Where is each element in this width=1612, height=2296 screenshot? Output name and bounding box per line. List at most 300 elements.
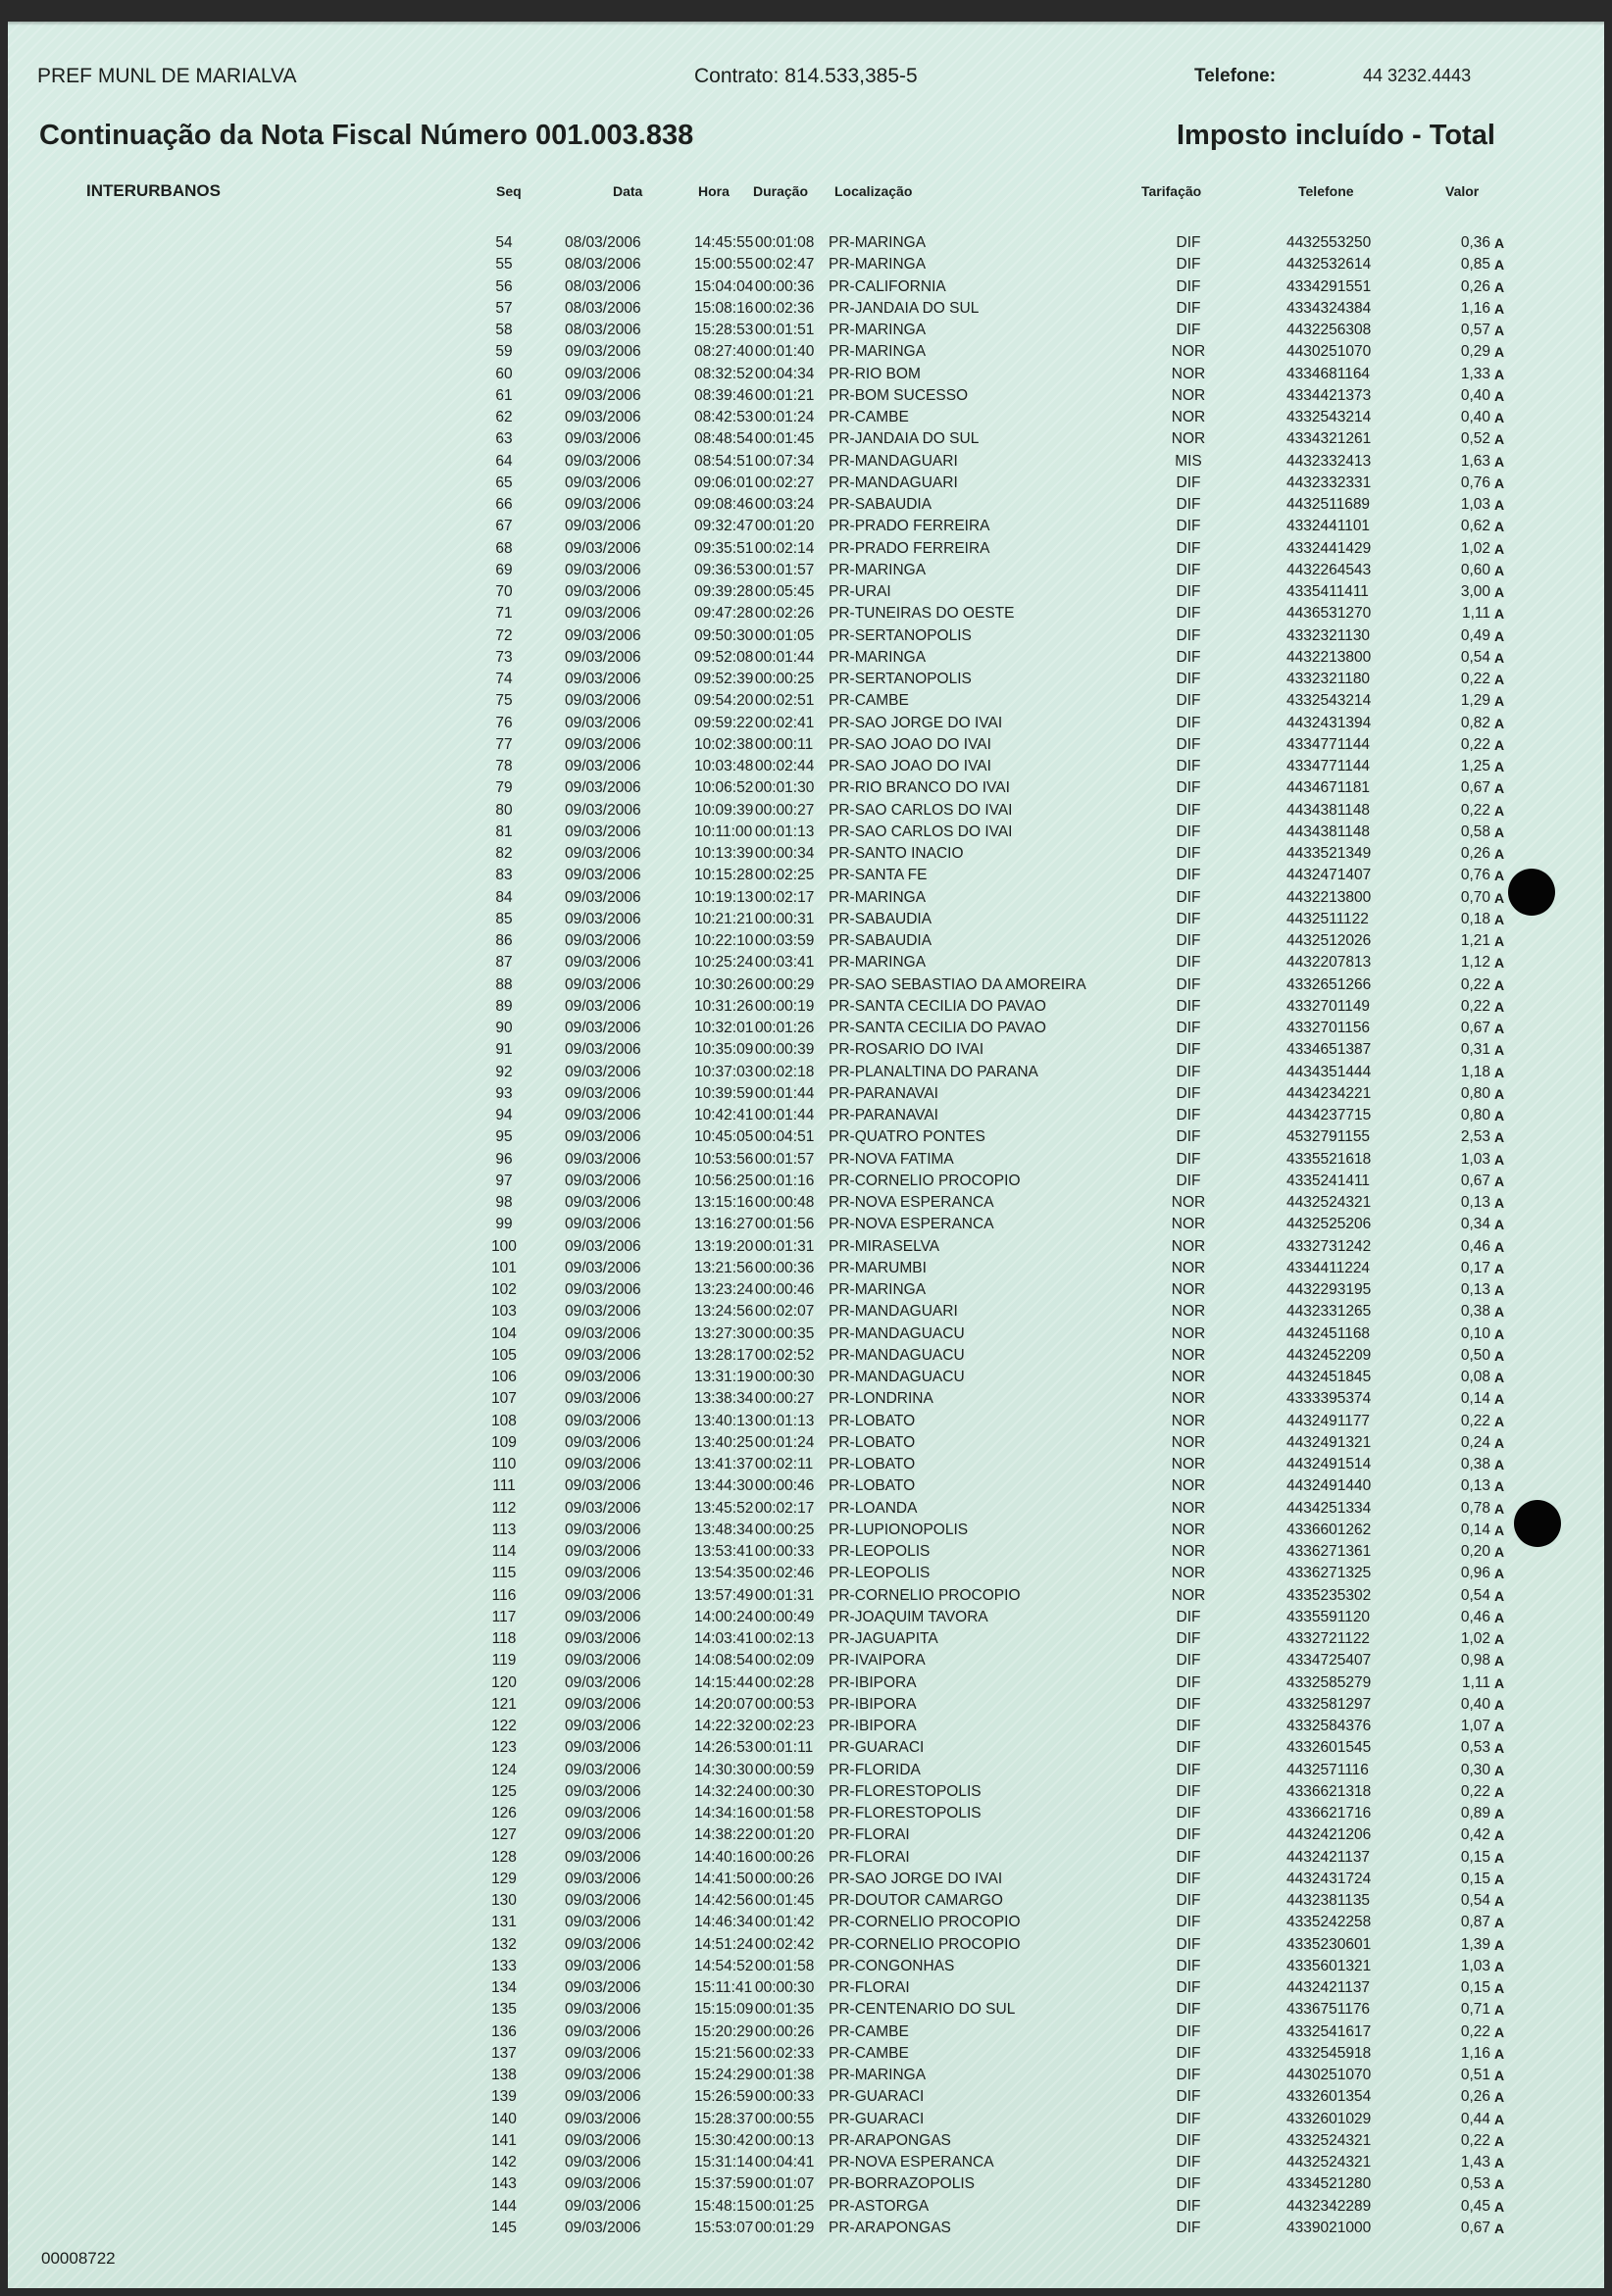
cell-value: 0,85 <box>1460 256 1490 274</box>
cell-time: 10:35:09 <box>694 1041 754 1059</box>
cell-duration: 00:02:33 <box>755 2044 815 2062</box>
table-row <box>8 647 1604 669</box>
cell-date: 09/03/2006 <box>565 1107 641 1123</box>
cell-tax-flag: A <box>1494 2220 1505 2236</box>
table-row <box>8 1541 1604 1563</box>
table-row <box>8 1716 1604 1737</box>
cell-time: 10:30:26 <box>694 975 754 993</box>
cell-value: 0,58 <box>1460 823 1490 840</box>
cell-phone: 4432451845 <box>1286 1369 1372 1385</box>
table-row <box>8 1999 1604 2021</box>
table-row <box>8 1585 1604 1607</box>
cell-duration: 00:02:26 <box>755 605 815 623</box>
cell-location: PR-SERTANOPOLIS <box>829 671 972 687</box>
cell-date: 08/03/2006 <box>565 322 641 338</box>
cell-tariff: DIF <box>1176 626 1201 644</box>
cell-seq: 98 <box>495 1194 513 1211</box>
cell-location: PR-CONGONHAS <box>829 1957 955 1974</box>
cell-location: PR-CORNELIO PROCOPIO <box>829 1586 1021 1604</box>
cell-location: PR-IVAIPORA <box>829 1652 926 1670</box>
cell-date: 09/03/2006 <box>565 409 641 425</box>
cell-time: 09:47:28 <box>694 605 754 623</box>
cell-time: 14:22:32 <box>694 1718 754 1734</box>
cell-tax-flag: A <box>1494 1304 1505 1321</box>
cell-phone: 4332701149 <box>1286 997 1371 1015</box>
cell-tariff: NOR <box>1171 1237 1206 1255</box>
cell-date: 09/03/2006 <box>565 1020 641 1036</box>
cell-date: 09/03/2006 <box>565 2219 641 2236</box>
cell-time: 13:16:27 <box>694 1216 754 1233</box>
cell-tariff: DIF <box>1176 605 1201 623</box>
cell-location: PR-SANTA FE <box>829 867 928 884</box>
cell-location: PR-MARINGA <box>829 648 927 666</box>
cell-date: 09/03/2006 <box>565 1892 641 1909</box>
cell-date: 09/03/2006 <box>565 1237 641 1255</box>
cell-date: 09/03/2006 <box>565 1433 641 1451</box>
cell-tax-flag: A <box>1494 1958 1505 1974</box>
cell-duration: 00:02:47 <box>755 256 815 274</box>
cell-duration: 00:02:28 <box>755 1673 815 1691</box>
cell-tax-flag: A <box>1494 1609 1505 1625</box>
cell-location: PR-SAO JOAO DO IVAI <box>829 758 991 774</box>
table-row <box>8 1672 1604 1694</box>
cell-tariff: DIF <box>1176 1826 1201 1844</box>
cell-value: 0,40 <box>1460 1695 1490 1713</box>
cell-date: 09/03/2006 <box>565 496 641 513</box>
cell-tariff: DIF <box>1176 954 1201 972</box>
cell-tax-flag: A <box>1494 1238 1505 1255</box>
cell-location: PR-URAI <box>829 583 891 600</box>
cell-tax-flag: A <box>1494 1370 1505 1385</box>
cell-value: 0,62 <box>1460 518 1490 535</box>
cell-seq: 66 <box>495 496 513 513</box>
cell-value: 3,00 <box>1460 583 1490 600</box>
cell-seq: 128 <box>491 1848 517 1866</box>
table-row <box>8 1236 1604 1258</box>
cell-date: 09/03/2006 <box>565 539 641 557</box>
cell-tariff: DIF <box>1176 256 1201 274</box>
cell-date: 09/03/2006 <box>565 1870 641 1887</box>
cell-tariff: DIF <box>1176 322 1201 338</box>
cell-duration: 00:00:34 <box>755 845 815 862</box>
cell-seq: 79 <box>495 779 513 797</box>
cell-duration: 00:01:11 <box>755 1739 814 1757</box>
cell-time: 15:30:42 <box>694 2131 754 2149</box>
cell-tax-flag: A <box>1494 1085 1505 1102</box>
cell-tariff: DIF <box>1176 1673 1201 1691</box>
table-row <box>8 1083 1604 1105</box>
cell-duration: 00:01:13 <box>755 823 815 840</box>
cell-phone: 4434381148 <box>1286 801 1371 819</box>
cell-time: 08:32:52 <box>694 365 754 382</box>
cell-seq: 97 <box>495 1172 513 1189</box>
table-row <box>8 1039 1604 1061</box>
cell-location: PR-LEOPOLIS <box>829 1565 931 1582</box>
cell-duration: 00:01:58 <box>755 1805 815 1822</box>
cell-date: 09/03/2006 <box>565 1805 641 1822</box>
cell-seq: 124 <box>491 1761 517 1778</box>
cell-value: 0,14 <box>1460 1390 1490 1408</box>
cell-tax-flag: A <box>1494 911 1505 927</box>
cell-location: PR-MARINGA <box>829 888 927 906</box>
cell-value: 0,76 <box>1460 867 1490 884</box>
cell-phone: 4332441101 <box>1286 518 1371 535</box>
cell-phone: 4335521618 <box>1286 1150 1372 1168</box>
cell-tax-flag: A <box>1494 1653 1505 1670</box>
cell-date: 09/03/2006 <box>565 1128 641 1146</box>
cell-duration: 00:02:17 <box>755 1499 815 1517</box>
cell-date: 09/03/2006 <box>565 845 641 862</box>
cell-tax-flag: A <box>1494 1631 1505 1647</box>
cell-duration: 00:00:46 <box>755 1477 815 1495</box>
cell-seq: 65 <box>495 474 513 491</box>
cell-phone: 4432421137 <box>1286 1848 1371 1866</box>
cell-date: 09/03/2006 <box>565 1718 641 1734</box>
cell-date: 09/03/2006 <box>565 1608 641 1625</box>
cell-value: 0,87 <box>1460 1914 1490 1931</box>
cell-location: PR-SANTO INACIO <box>829 845 964 862</box>
table-row <box>8 385 1604 407</box>
cell-date: 09/03/2006 <box>565 1586 641 1604</box>
cell-duration: 00:02:11 <box>755 1456 814 1472</box>
cell-seq: 137 <box>491 2044 517 2062</box>
cell-location: PR-JANDAIA DO SUL <box>829 299 980 317</box>
cell-tariff: DIF <box>1176 2131 1201 2149</box>
cell-value: 0,53 <box>1460 1739 1490 1757</box>
cell-tax-flag: A <box>1494 540 1505 557</box>
cell-value: 0,49 <box>1460 626 1490 644</box>
cell-duration: 00:01:30 <box>755 779 815 797</box>
cell-phone: 4432491514 <box>1286 1456 1372 1472</box>
cell-duration: 00:01:31 <box>755 1237 815 1255</box>
calls-table <box>8 232 1604 2239</box>
table-row <box>8 1279 1604 1301</box>
cell-tariff: DIF <box>1176 1652 1201 1670</box>
table-row <box>8 1824 1604 1846</box>
cell-tax-flag: A <box>1494 998 1505 1015</box>
cell-time: 14:51:24 <box>694 1935 754 1953</box>
cell-seq: 115 <box>491 1565 517 1582</box>
cell-location: PR-SERTANOPOLIS <box>829 626 972 644</box>
cell-date: 09/03/2006 <box>565 1652 641 1670</box>
cell-time: 10:56:25 <box>694 1172 754 1189</box>
cell-phone: 4432524321 <box>1286 2154 1372 2171</box>
cell-phone: 4432421206 <box>1286 1826 1372 1844</box>
cell-tariff: DIF <box>1176 583 1201 600</box>
cell-phone: 4333395374 <box>1286 1390 1372 1408</box>
cell-seq: 60 <box>495 365 513 382</box>
cell-duration: 00:01:44 <box>755 1107 815 1123</box>
cell-phone: 4434671181 <box>1286 779 1371 797</box>
cell-location: PR-SABAUDIA <box>829 496 932 513</box>
cell-value: 0,78 <box>1460 1499 1490 1517</box>
cell-location: PR-RIO BOM <box>829 365 921 382</box>
cell-location: PR-MANDAGUACU <box>829 1369 965 1385</box>
cell-phone: 4332545918 <box>1286 2044 1372 2062</box>
punch-hole-icon <box>1514 1500 1561 1547</box>
cell-phone: 4332651266 <box>1286 975 1372 993</box>
cell-value: 0,13 <box>1460 1194 1490 1211</box>
cell-tax-flag: A <box>1494 1522 1505 1538</box>
cell-duration: 00:00:29 <box>755 975 815 993</box>
cell-tariff: NOR <box>1171 386 1206 404</box>
cell-value: 0,34 <box>1460 1216 1490 1233</box>
cell-value: 1,25 <box>1460 758 1490 774</box>
table-row <box>8 734 1604 756</box>
footer-code: 00008722 <box>41 2249 116 2268</box>
cell-tariff: NOR <box>1171 1303 1206 1321</box>
cell-location: PR-SABAUDIA <box>829 932 932 949</box>
cell-tax-flag: A <box>1494 1129 1505 1146</box>
cell-tax-flag: A <box>1494 344 1505 361</box>
cell-tax-flag: A <box>1494 1827 1505 1844</box>
cell-time: 13:19:20 <box>694 1237 754 1255</box>
cell-time: 15:28:37 <box>694 2110 754 2127</box>
cell-phone: 4432471407 <box>1286 867 1372 884</box>
cell-date: 09/03/2006 <box>565 1477 641 1495</box>
cell-time: 09:52:08 <box>694 648 754 666</box>
cell-value: 0,46 <box>1460 1237 1490 1255</box>
cell-tax-flag: A <box>1494 1151 1505 1168</box>
cell-date: 09/03/2006 <box>565 1150 641 1168</box>
cell-seq: 108 <box>491 1412 517 1429</box>
cell-phone: 4335235302 <box>1286 1586 1372 1604</box>
table-row <box>8 2086 1604 2108</box>
cell-tariff: DIF <box>1176 1739 1201 1757</box>
cell-time: 09:08:46 <box>694 496 754 513</box>
cell-duration: 00:00:25 <box>755 671 815 687</box>
cell-value: 0,29 <box>1460 343 1490 361</box>
cell-tariff: NOR <box>1171 1499 1206 1517</box>
cell-tariff: DIF <box>1176 997 1201 1015</box>
cell-tax-flag: A <box>1494 1566 1505 1582</box>
cell-tax-flag: A <box>1494 1719 1505 1734</box>
cell-location: PR-DOUTOR CAMARGO <box>829 1892 1003 1909</box>
column-header-time: Hora <box>698 183 730 199</box>
cell-value: 0,76 <box>1460 474 1490 491</box>
cell-time: 14:32:24 <box>694 1782 754 1800</box>
cell-seq: 119 <box>491 1652 517 1670</box>
cell-duration: 00:01:40 <box>755 343 815 361</box>
cell-tax-flag: A <box>1494 1849 1505 1866</box>
cell-tariff: NOR <box>1171 343 1206 361</box>
table-row <box>8 1956 1604 1977</box>
cell-value: 1,11 <box>1461 605 1490 623</box>
table-row <box>8 843 1604 865</box>
cell-tax-flag: A <box>1494 846 1505 862</box>
cell-date: 09/03/2006 <box>565 648 641 666</box>
cell-tax-flag: A <box>1494 933 1505 949</box>
cell-time: 13:53:41 <box>694 1543 754 1560</box>
cell-duration: 00:04:41 <box>755 2154 815 2171</box>
cell-time: 13:27:30 <box>694 1324 754 1342</box>
cell-date: 09/03/2006 <box>565 1935 641 1953</box>
cell-phone: 4332543214 <box>1286 692 1372 710</box>
cell-duration: 00:00:39 <box>755 1041 815 1059</box>
cell-tariff: DIF <box>1176 975 1201 993</box>
cell-duration: 00:01:31 <box>755 1586 815 1604</box>
cell-location: PR-FLORESTOPOLIS <box>829 1782 982 1800</box>
cell-tax-flag: A <box>1494 1806 1505 1822</box>
cell-seq: 58 <box>495 322 513 338</box>
cell-value: 0,70 <box>1460 888 1490 906</box>
cell-tariff: DIF <box>1176 1020 1201 1036</box>
cell-date: 09/03/2006 <box>565 1390 641 1408</box>
cell-date: 09/03/2006 <box>565 1761 641 1778</box>
invoice-sheet <box>8 22 1604 2288</box>
cell-tax-flag: A <box>1494 1587 1505 1604</box>
cell-value: 0,22 <box>1460 801 1490 819</box>
cell-seq: 80 <box>495 801 513 819</box>
table-row <box>8 1475 1604 1497</box>
cell-duration: 00:02:09 <box>755 1652 815 1670</box>
cell-tariff: DIF <box>1176 1870 1201 1887</box>
cell-value: 0,42 <box>1460 1826 1490 1844</box>
table-row <box>8 1214 1604 1235</box>
cell-date: 09/03/2006 <box>565 1565 641 1582</box>
cell-duration: 00:00:19 <box>755 997 815 1015</box>
cell-value: 0,14 <box>1460 1521 1490 1538</box>
cell-seq: 59 <box>495 343 513 361</box>
table-row <box>8 364 1604 385</box>
cell-location: PR-SANTA CECILIA DO PAVAO <box>829 997 1046 1015</box>
cell-tariff: NOR <box>1171 1216 1206 1233</box>
table-row <box>8 451 1604 473</box>
cell-duration: 00:00:30 <box>755 1782 815 1800</box>
cell-duration: 00:01:42 <box>755 1914 815 1931</box>
cell-tariff: NOR <box>1171 1456 1206 1472</box>
cell-value: 0,89 <box>1460 1805 1490 1822</box>
cell-tariff: DIF <box>1176 1128 1201 1146</box>
cell-time: 09:54:20 <box>694 692 754 710</box>
cell-date: 09/03/2006 <box>565 867 641 884</box>
cell-time: 13:23:24 <box>694 1281 754 1298</box>
cell-seq: 93 <box>495 1084 513 1102</box>
cell-date: 08/03/2006 <box>565 277 641 295</box>
cell-time: 13:48:34 <box>694 1521 754 1538</box>
cell-location: PR-CENTENARIO DO SUL <box>829 2001 1016 2019</box>
cell-duration: 00:00:55 <box>755 2110 815 2127</box>
cell-phone: 4432571116 <box>1286 1761 1369 1778</box>
cell-time: 10:21:21 <box>694 910 754 927</box>
cell-value: 0,24 <box>1460 1433 1490 1451</box>
cell-tax-flag: A <box>1494 1457 1505 1472</box>
cell-phone: 4332321180 <box>1286 671 1371 687</box>
cell-duration: 00:02:42 <box>755 1935 815 1953</box>
cell-duration: 00:01:35 <box>755 2001 815 2019</box>
cell-tariff: NOR <box>1171 430 1206 448</box>
cell-phone: 4336271361 <box>1286 1543 1372 1560</box>
table-row <box>8 1367 1604 1388</box>
cell-location: PR-LEOPOLIS <box>829 1543 931 1560</box>
cell-seq: 54 <box>495 234 513 251</box>
cell-tax-flag: A <box>1494 1217 1505 1233</box>
cell-duration: 00:02:52 <box>755 1346 815 1364</box>
cell-location: PR-LOANDA <box>829 1499 918 1517</box>
cell-tariff: DIF <box>1176 2154 1201 2171</box>
cell-location: PR-SAO JORGE DO IVAI <box>829 1870 1003 1887</box>
cell-date: 09/03/2006 <box>565 2197 641 2215</box>
cell-location: PR-IBIPORA <box>829 1695 917 1713</box>
cell-value: 0,26 <box>1460 2088 1490 2106</box>
cell-seq: 116 <box>491 1586 517 1604</box>
cell-duration: 00:03:59 <box>755 932 815 949</box>
cell-tax-flag: A <box>1494 693 1505 710</box>
cell-duration: 00:02:07 <box>755 1303 815 1321</box>
cell-seq: 106 <box>491 1369 517 1385</box>
cell-time: 13:40:25 <box>694 1433 754 1451</box>
cell-tariff: DIF <box>1176 758 1201 774</box>
cell-seq: 143 <box>491 2175 517 2193</box>
cell-tax-flag: A <box>1494 955 1505 972</box>
cell-duration: 00:02:25 <box>755 867 815 884</box>
cell-phone: 4432491321 <box>1286 1433 1372 1451</box>
cell-tariff: DIF <box>1176 2067 1201 2083</box>
table-row <box>8 625 1604 647</box>
cell-date: 09/03/2006 <box>565 1194 641 1211</box>
cell-phone: 4434234221 <box>1286 1084 1372 1102</box>
cell-date: 09/03/2006 <box>565 1630 641 1647</box>
cell-location: PR-FLORESTOPOLIS <box>829 1805 982 1822</box>
cell-duration: 00:01:58 <box>755 1957 815 1974</box>
cell-time: 10:45:05 <box>694 1128 754 1146</box>
cell-phone: 4334521280 <box>1286 2175 1372 2193</box>
tax-title: Imposto incluído - Total <box>1177 120 1495 151</box>
cell-value: 0,71 <box>1460 2001 1490 2019</box>
table-row <box>8 1628 1604 1650</box>
cell-tax-flag: A <box>1494 366 1505 382</box>
cell-phone: 4334771144 <box>1286 735 1371 753</box>
cell-tax-flag: A <box>1494 1434 1505 1451</box>
cell-phone: 4434381148 <box>1286 823 1371 840</box>
cell-phone: 4336601262 <box>1286 1521 1372 1538</box>
cell-duration: 00:00:49 <box>755 1608 815 1625</box>
cell-time: 15:53:07 <box>694 2219 754 2236</box>
cell-seq: 99 <box>495 1216 513 1233</box>
cell-phone: 4335241411 <box>1286 1172 1371 1189</box>
cell-tax-flag: A <box>1494 2023 1505 2040</box>
cell-date: 09/03/2006 <box>565 671 641 687</box>
contract-number: Contrato: 814.533,385-5 <box>694 65 918 87</box>
cell-time: 14:00:24 <box>694 1608 754 1625</box>
cell-duration: 00:01:29 <box>755 2219 815 2236</box>
cell-date: 09/03/2006 <box>565 2001 641 2019</box>
cell-tariff: DIF <box>1176 1084 1201 1102</box>
cell-tariff: NOR <box>1171 1346 1206 1364</box>
cell-tax-flag: A <box>1494 1042 1505 1059</box>
cell-location: PR-CALIFORNIA <box>829 277 946 295</box>
cell-seq: 83 <box>495 867 513 884</box>
cell-tariff: DIF <box>1176 714 1201 731</box>
cell-value: 0,60 <box>1460 561 1490 578</box>
cell-tariff: NOR <box>1171 1412 1206 1429</box>
cell-tax-flag: A <box>1494 2045 1505 2062</box>
cell-time: 14:42:56 <box>694 1892 754 1909</box>
cell-duration: 00:01:45 <box>755 1892 815 1909</box>
cell-time: 10:06:52 <box>694 779 754 797</box>
cell-seq: 105 <box>491 1346 517 1364</box>
cell-tax-flag: A <box>1494 1325 1505 1342</box>
cell-time: 14:40:16 <box>694 1848 754 1866</box>
cell-value: 0,26 <box>1460 277 1490 295</box>
cell-tariff: NOR <box>1171 1324 1206 1342</box>
cell-phone: 4332524321 <box>1286 2131 1372 2149</box>
cell-time: 14:38:22 <box>694 1826 754 1844</box>
cell-location: PR-FLORIDA <box>829 1761 921 1778</box>
cell-time: 10:03:48 <box>694 758 754 774</box>
cell-time: 10:53:56 <box>694 1150 754 1168</box>
cell-date: 09/03/2006 <box>565 605 641 623</box>
